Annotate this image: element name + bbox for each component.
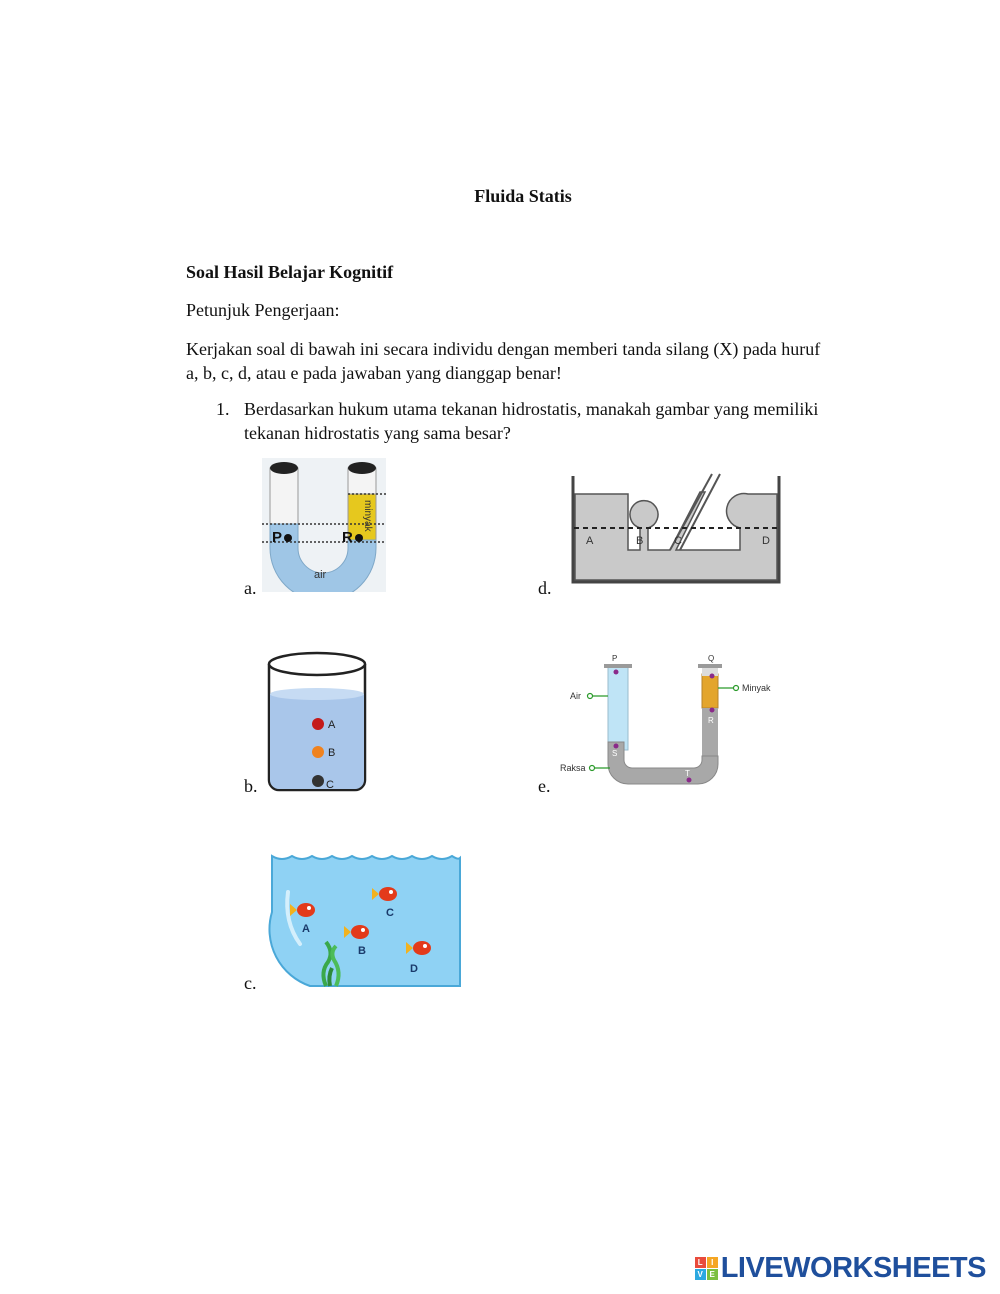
label-c-a: A (302, 923, 310, 935)
label-c-c: C (386, 907, 394, 919)
option-d-label[interactable]: d. (538, 578, 552, 598)
label-p: P (272, 529, 283, 546)
label-r: R (342, 529, 353, 546)
label-b-c: C (326, 779, 334, 791)
label-b-a: A (328, 719, 336, 731)
page-title: Fluida Statis (474, 186, 572, 206)
label-d-c: C (674, 535, 682, 547)
question-number: 1. (216, 399, 230, 419)
label-e-minyak: Minyak (742, 683, 771, 693)
label-c-d: D (410, 963, 418, 975)
section-heading: Soal Hasil Belajar Kognitif (186, 262, 394, 282)
label-d-a: A (586, 535, 594, 547)
label-minyak: minyak (362, 500, 373, 532)
point-b-a (312, 718, 324, 730)
instruction-line-1: Kerjakan soal di bawah ini secara individu dengan memberi tanda silang (X) pada huruf (186, 339, 821, 359)
label-d-b: B (636, 535, 644, 547)
label-e-raksa: Raksa (560, 763, 586, 773)
question-line-2: tekanan hidrostatis yang sama besar? (244, 423, 511, 443)
question-line-1: Berdasarkan hukum utama tekanan hidrostatis, manakah gambar yang memiliki (244, 399, 819, 419)
label-c-b: B (358, 945, 366, 957)
label-air: air (314, 569, 327, 581)
point-b-b (312, 746, 324, 758)
label-d-d: D (762, 535, 770, 547)
option-a-label[interactable]: a. (244, 578, 257, 598)
figure-c-fishbowl[interactable] (266, 852, 464, 988)
figure-e-u-tube[interactable] (560, 652, 780, 790)
point-p-dot (284, 534, 292, 542)
option-b-label[interactable]: b. (244, 776, 258, 796)
logo-text: LIVEWORKSHEETS (720, 1252, 986, 1284)
label-e-p: P (612, 654, 618, 663)
logo-blocks-icon: L I V E (695, 1257, 718, 1280)
figure-b-beaker[interactable] (266, 650, 370, 792)
instruction-line-2: a, b, c, d, atau e pada jawaban yang dianggap benar! (186, 363, 562, 383)
option-c-label[interactable]: c. (244, 973, 257, 993)
instruction-label: Petunjuk Pengerjaan: (186, 300, 340, 320)
label-e-air: Air (570, 691, 581, 701)
label-e-q: Q (708, 654, 715, 663)
point-b-c (312, 775, 324, 787)
label-e-s: S (612, 749, 618, 758)
figure-d-vessels[interactable] (570, 470, 782, 588)
option-e-label[interactable]: e. (538, 776, 551, 796)
label-e-r: R (708, 716, 714, 725)
figure-a-u-tube[interactable] (262, 458, 386, 592)
label-b-b: B (328, 747, 336, 759)
point-r-dot (355, 534, 363, 542)
label-e-t: T (685, 769, 690, 778)
liveworksheets-logo (695, 1252, 986, 1285)
